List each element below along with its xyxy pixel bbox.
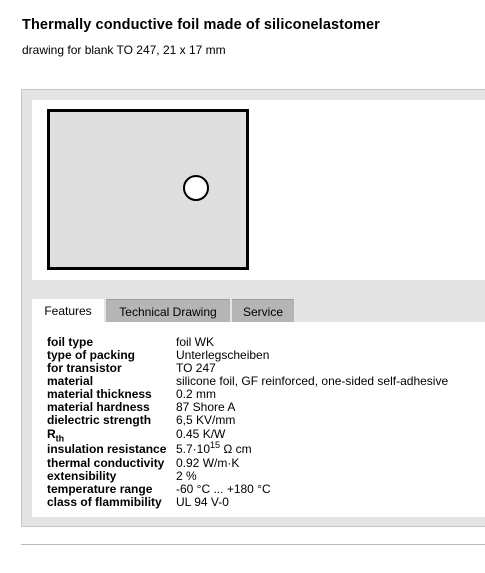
spec-label: for transistor — [47, 361, 122, 375]
features-panel — [32, 322, 485, 517]
spec-label: material thickness — [47, 387, 152, 401]
mounting-hole — [183, 175, 209, 201]
spec-value: foil WK — [176, 335, 215, 349]
spec-value: 87 Shore A — [176, 400, 236, 414]
spec-value: silicone foil, GF reinforced, one-sided self-adhesive — [176, 374, 449, 388]
tab-features[interactable]: Features — [32, 299, 104, 323]
tab-technical-drawing[interactable]: Technical Drawing — [106, 299, 230, 322]
value-base: 5.7·10 — [176, 442, 211, 456]
spec-label: insulation resistance — [47, 442, 167, 456]
spec-label: type of packing — [47, 348, 136, 362]
spec-label: dielectric strength — [47, 413, 152, 427]
spec-label: temperature range — [47, 482, 153, 496]
spec-label: foil type — [47, 335, 94, 349]
spec-value: -60 °C ... +180 °C — [176, 482, 271, 496]
spec-label: material hardness — [47, 400, 150, 414]
specs-table — [47, 336, 448, 509]
spec-value — [176, 442, 448, 457]
spec-label-main: R — [47, 427, 56, 441]
spec-label: extensibility — [47, 469, 117, 483]
spec-row-rth — [47, 427, 448, 442]
page-title: Thermally conductive foil made of siliconelastomer — [22, 17, 380, 33]
spec-row-insulation — [47, 442, 448, 457]
page-subtitle: drawing for blank TO 247, 21 x 17 mm — [22, 43, 226, 57]
spec-value: 0.2 mm — [176, 387, 217, 401]
drawing-panel — [32, 100, 485, 280]
spec-label: thermal conductivity — [47, 456, 165, 470]
value-unit: Ω cm — [220, 442, 252, 456]
spec-value: Unterlegscheiben — [176, 348, 270, 362]
spec-label — [47, 427, 176, 442]
spec-value: UL 94 V-0 — [176, 495, 229, 509]
spec-row-flammability — [47, 496, 448, 509]
spec-label-sub: th — [55, 433, 65, 444]
bottom-divider — [21, 544, 485, 545]
spec-label: class of flammibility — [47, 495, 162, 509]
spec-value: 6,5 KV/mm — [176, 413, 236, 427]
spec-value: 0.45 K/W — [176, 427, 226, 441]
value-exponent: 15 — [210, 440, 221, 450]
blank-drawing — [47, 109, 249, 270]
spec-row-dielectric — [47, 414, 448, 427]
spec-value: 0.92 W/m·K — [176, 456, 240, 470]
spec-value: 2 % — [176, 469, 197, 483]
spec-label: material — [47, 374, 94, 388]
spec-value: TO 247 — [176, 361, 216, 375]
tab-service[interactable]: Service — [232, 299, 294, 322]
